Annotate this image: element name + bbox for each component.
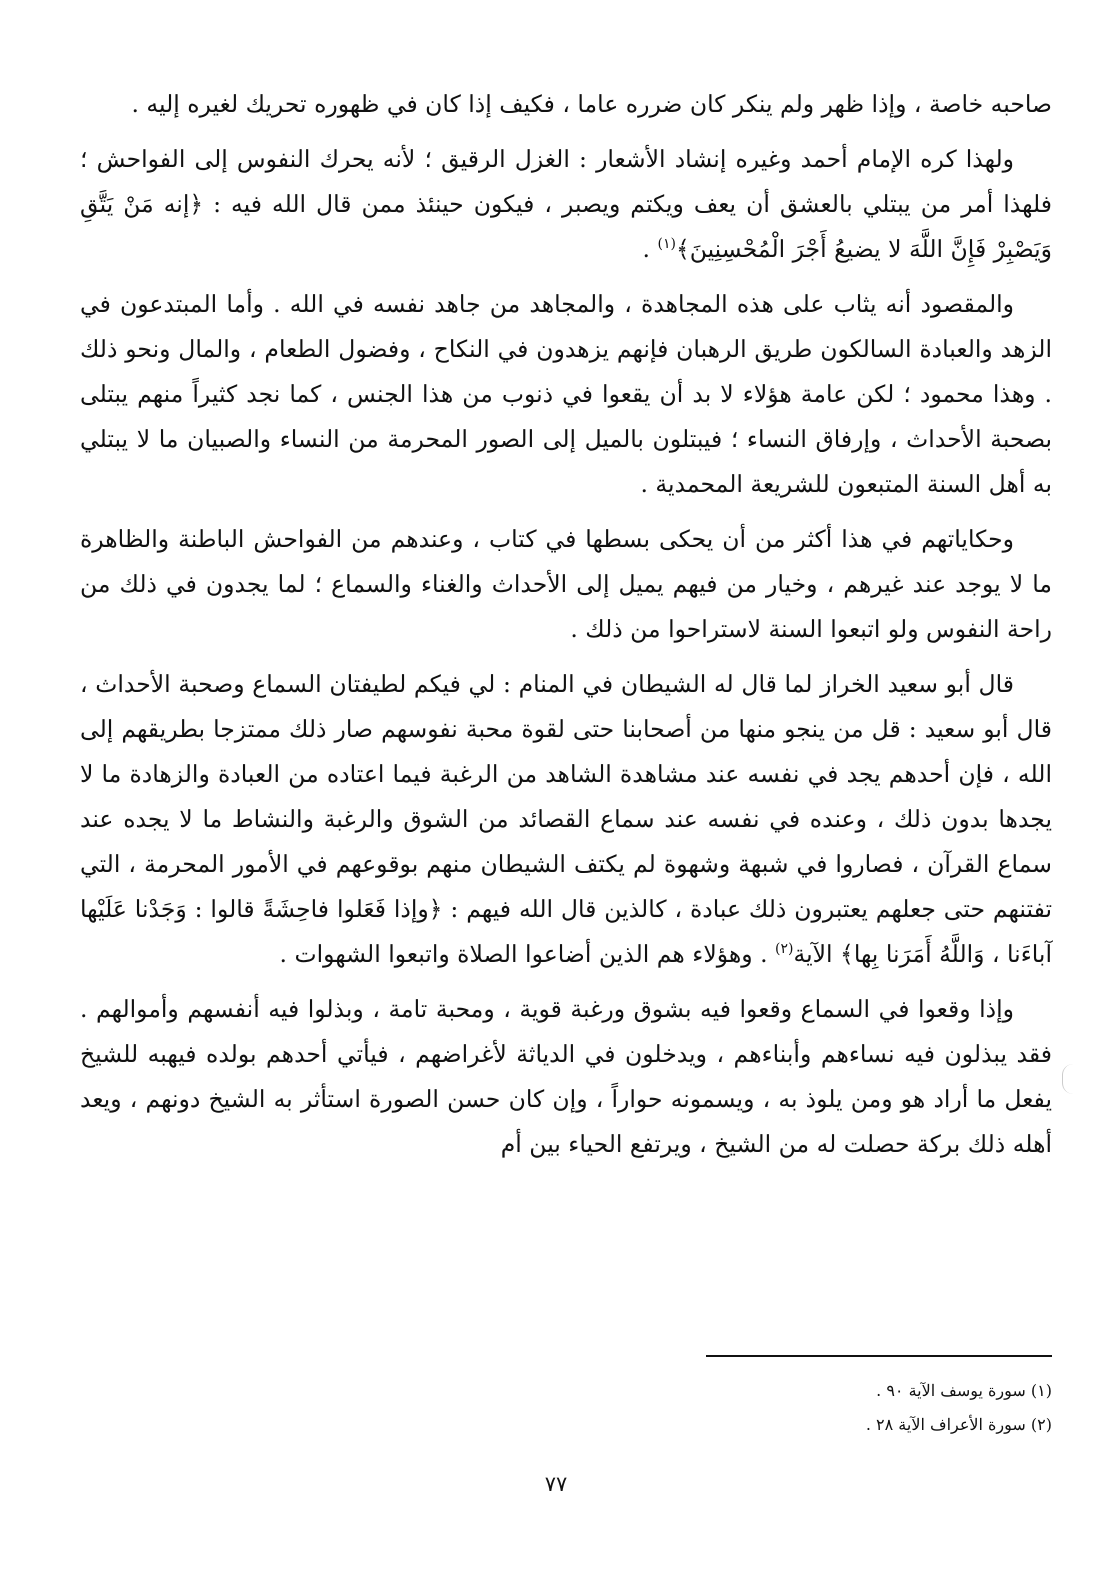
paragraph-text: وإذا وقعوا في السماع وقعوا فيه بشوق ورغبة قوية ، ومحبة تامة ، وبذلوا فيه أنفسهم وأموالهم . فقد يبذلون فيه نساءهم وأبناءهم ، ويدخلون في الدياثة لأغراضهم ، فيأتي أحدهم بولده فيهبه للشيخ يفعل ما أراد هو ومن يلوذ به ، ويسمونه حواراً ، وإن كان حسن الصورة استأثر به الشيخ دونهم ، ويعد أهله ذلك بركة حصلت له من الشيخ ، ويرتفع الحياء بين أم	[80, 995, 1052, 1158]
paragraph-5	[80, 662, 1052, 977]
footnote-ref-2: (٢)	[775, 941, 794, 958]
paragraph-1	[80, 82, 1052, 127]
paragraph-text: قال أبو سعيد الخراز لما قال له الشيطان في المنام : لي فيكم لطيفتان السماع وصحبة الأحداث ، قال أبو سعيد : قل من ينجو منها من أصحابنا حتى لقوة محبة نفوسهم صار ذلك ممتزجا بطريقهم إلى الله ، فإن أحدهم يجد في نفسه عند مشاهدة الشاهد من الرغبة فيما اعتاده من العبادة والزهادة ما لا يجدها بدون ذلك ، وعنده في نفسه عند سماع القصائد من الشوق والرغبة والنشاط ما لا يجده عند سماع القرآن ، فصاروا في شبهة وشهوة لم يكتف الشيطان منهم بوقوعهم في الأمور المحرمة ، التي تفتنهم حتى جعلهم يعتبرون ذلك عبادة ، كالذين قال الله فيهم :	[80, 670, 1052, 923]
footnotes	[600, 1374, 1052, 1442]
paragraph-4	[80, 517, 1052, 652]
paragraph-3	[80, 282, 1052, 507]
page-number: ٧٧	[544, 1472, 568, 1496]
paragraph-text: الآية	[793, 940, 841, 968]
paragraph-2	[80, 137, 1052, 272]
quran-verse: ﴿إنه مَنْ يَتَّقِ وَيَصْبِرْ فَإِنَّ اللَّهَ لا يضيعُ أَجْرَ الْمُحْسِنِينَ﴾	[80, 190, 1052, 263]
footnote-ref-1: (١)	[657, 236, 676, 253]
footnote-1: (١) سورة يوسف الآية ٩٠ .	[876, 1381, 1052, 1400]
paragraph-text: والمقصود أنه يثاب على هذه المجاهدة ، والمجاهد من جاهد نفسه في الله . وأما المبتدعون في الزهد والعبادة السالكون طريق الرهبان فإنهم يزهدون في النكاح ، وفضول الطعام ، والمال ونحو ذلك . وهذا محمود ؛ لكن عامة هؤلاء لا بد أن يقعوا في ذنوب من هذا الجنس ، كما نجد كثيراً منهم يبتلى بصحبة الأحداث ، وإرفاق النساء ؛ فيبتلون بالميل إلى الصور المحرمة من النساء والصبيان ما لا يبتلي به أهل السنة المتبعون للشريعة المحمدية .	[80, 290, 1052, 498]
footnote-2: (٢) سورة الأعراف الآية ٢٨ .	[865, 1415, 1052, 1434]
body-text	[80, 82, 1052, 1177]
paragraph-text: صاحبه خاصة ، وإذا ظهر ولم ينكر كان ضرره عاما ، فكيف إذا كان في ظهوره تحريك لغيره إليه .	[131, 90, 1052, 118]
paragraph-6	[80, 987, 1052, 1167]
quran-verse: ﴿وإذا فَعَلوا فاحِشَةً قالوا : وَجَدْنا عَلَيْها آباءَنا ، وَاللَّهُ أَمَرَنا بِها﴾	[80, 895, 1052, 968]
paragraph-text-end: . وهؤلاء هم الذين أضاعوا الصلاة واتبعوا الشهوات .	[279, 940, 776, 968]
paragraph-text: ولهذا كره الإمام أحمد وغيره إنشاد الأشعار : الغزل الرقيق ؛ لأنه يحرك النفوس إلى الفواحش ؛ فلهذا أمر من يبتلي بالعشق أن يعف ويكتم ويصبر ، فيكون حينئذ ممن قال الله فيه :	[80, 145, 1052, 218]
paragraph-text: وحكاياتهم في هذا أكثر من أن يحكى بسطها في كتاب ، وعندهم من الفواحش الباطنة والظاهرة ما لا يوجد عند غيرهم ، وخيار من فيهم يميل إلى الأحداث والغناء والسماع ؛ لما يجدون في ذلك من راحة النفوس ولو اتبعوا السنة لاستراحوا من ذلك .	[80, 525, 1052, 643]
footnote-divider	[706, 1355, 1052, 1357]
paragraph-text-end: .	[642, 235, 658, 263]
margin-mark	[1062, 1064, 1073, 1094]
